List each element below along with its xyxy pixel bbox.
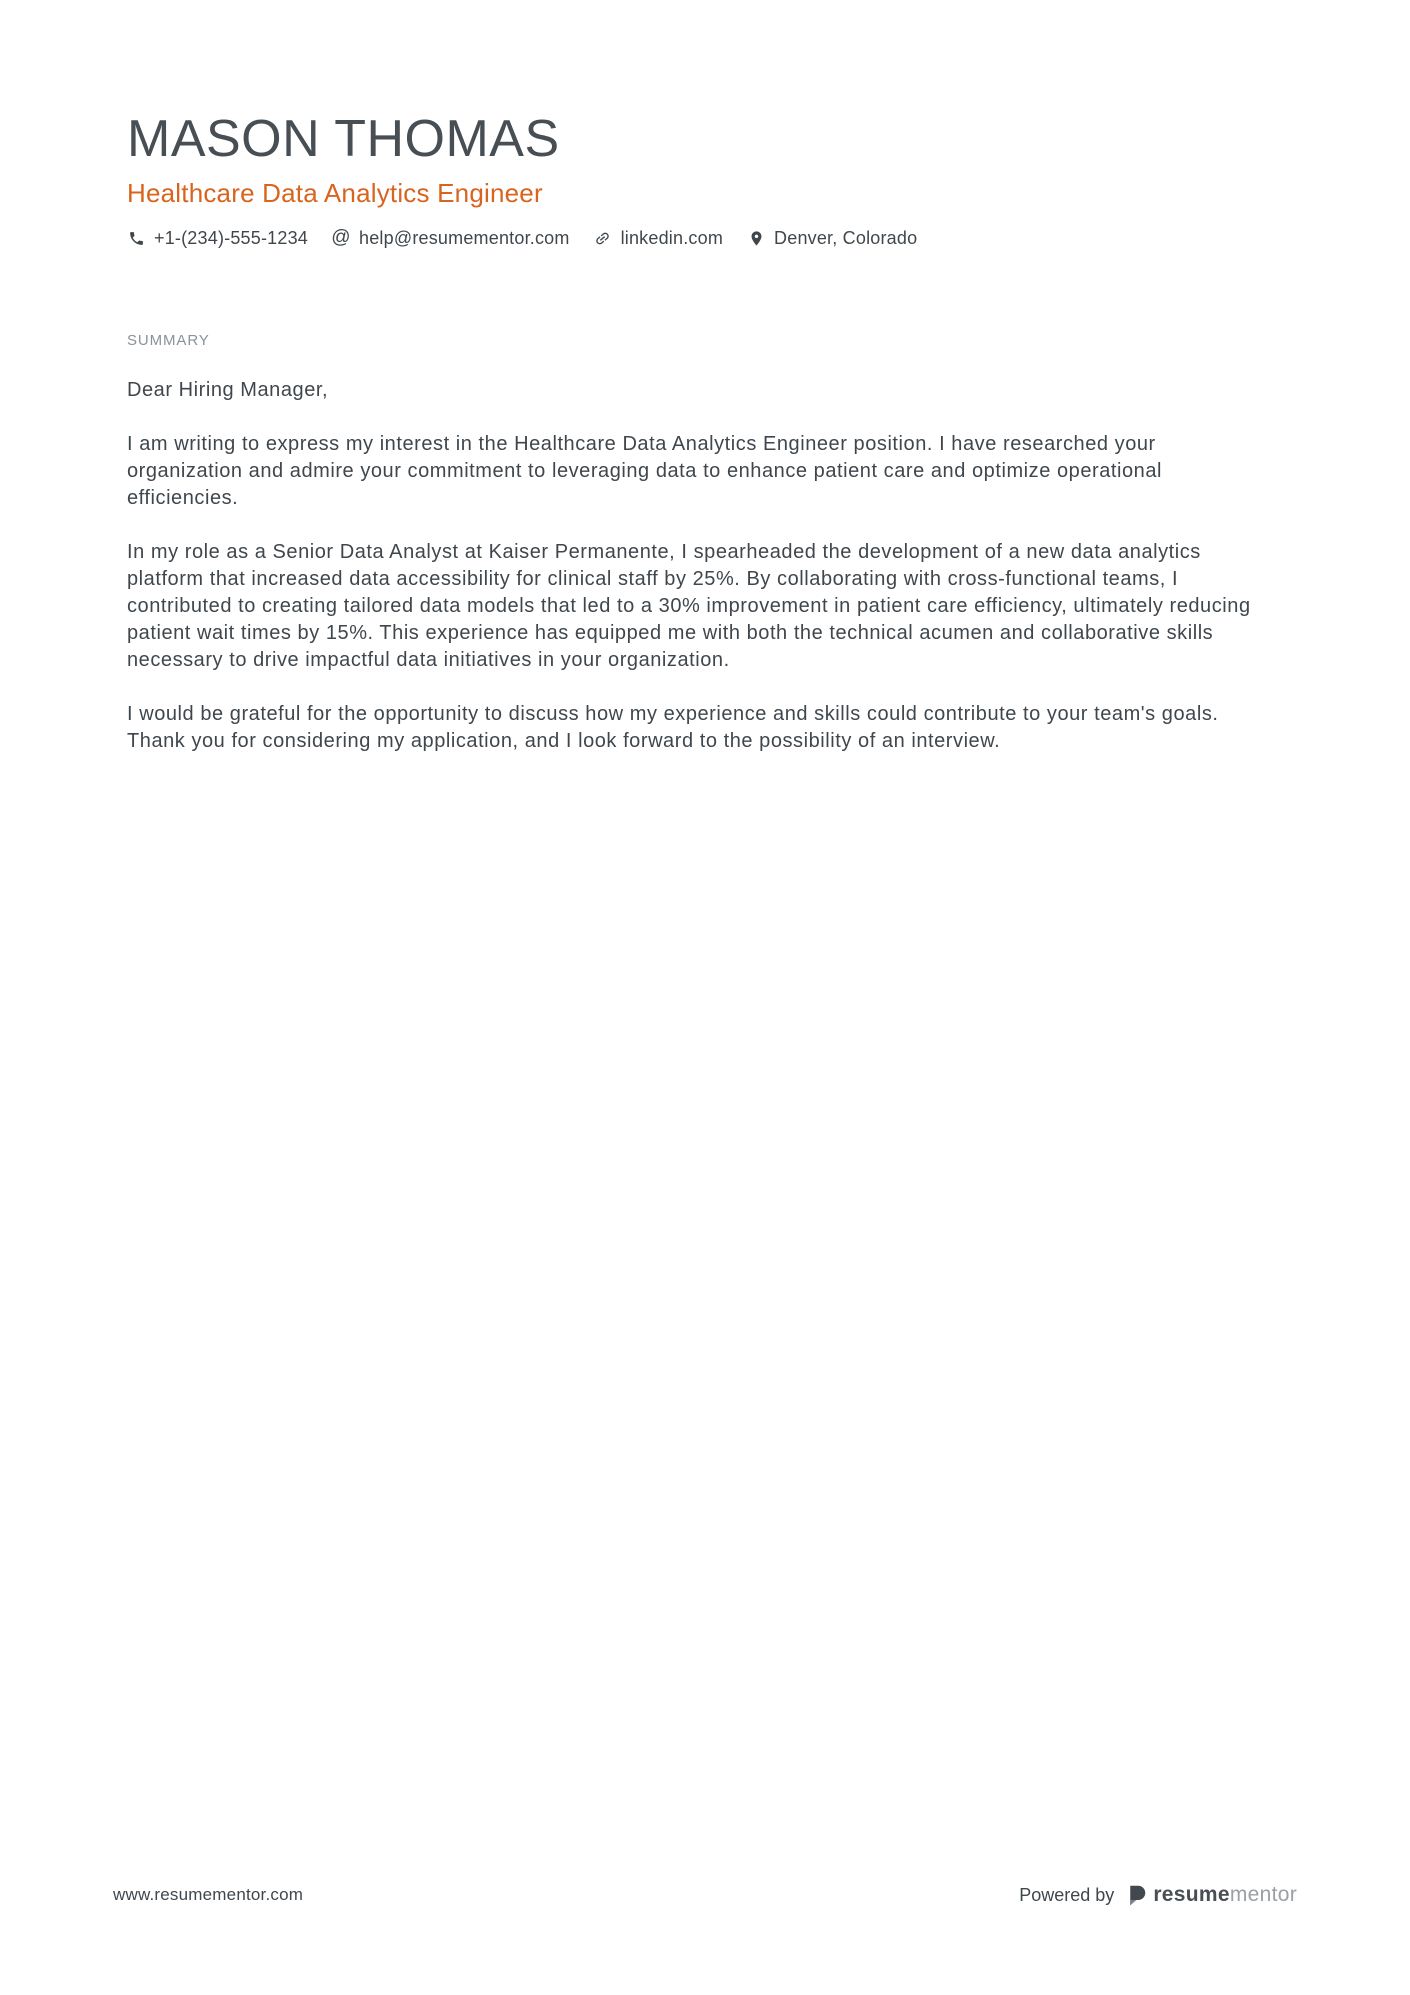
section-label-summary: SUMMARY [127,332,210,349]
paragraph-3: I would be grateful for the opportunity to discuss how my experience and skills could contribute to your team's goals. Thank you for considering my application, and I look forward to the possibility of an interview. [127,703,1219,752]
page-footer [113,1883,1297,1907]
job-title: Healthcare Data Analytics Engineer [127,178,543,208]
resumementor-logo-icon [1128,1885,1146,1906]
person-name: MASON THOMAS [127,110,560,168]
at-icon: @ [331,227,351,248]
letter-content [127,108,1282,755]
location-text: Denver, Colorado [774,228,918,248]
location-pin-icon [747,229,765,247]
brand-word-mentor: mentor [1229,1883,1297,1906]
resumementor-logo[interactable] [1128,1883,1297,1907]
contact-location [747,226,917,250]
contact-row [127,226,1282,250]
brand-wordmark [1153,1883,1297,1907]
link-text: linkedin.com [620,228,724,248]
email-address: help@resumementor.com [359,228,570,248]
powered-by-block [1019,1883,1297,1907]
link-icon [594,229,612,247]
paragraph-2: In my role as a Senior Data Analyst at Kaiser Permanente, I spearheaded the development of a new data analytics platform that increased data accessibility for clinical staff by 25%. By collaborating with cross-functional teams, I contributed to creating tailored data models that led to a 30% improvement in patient care efficiency, ultimately reducing patient wait times by 15%. This experience has equipped me with both the technical acumen and collaborative skills necessary to drive impactful data initiatives in your organization. [127,541,1251,671]
phone-number: +1-(234)-555-1234 [154,228,309,248]
footer-site-link[interactable]: www.resumementor.com [113,1885,304,1904]
contact-email[interactable] [332,226,570,250]
contact-link[interactable] [594,226,723,250]
contact-phone[interactable] [127,226,308,250]
salutation: Dear Hiring Manager, [127,379,329,401]
paragraph-1: I am writing to express my interest in the Healthcare Data Analytics Engineer position. I have researched your organization and admire your commitment to leveraging data to enhance patient care and optimize operational efficiencies. [127,433,1162,509]
brand-word-resume: resume [1153,1883,1230,1906]
letter-body [127,377,1262,755]
phone-icon [127,229,145,247]
powered-by-label: Powered by [1019,1884,1115,1905]
